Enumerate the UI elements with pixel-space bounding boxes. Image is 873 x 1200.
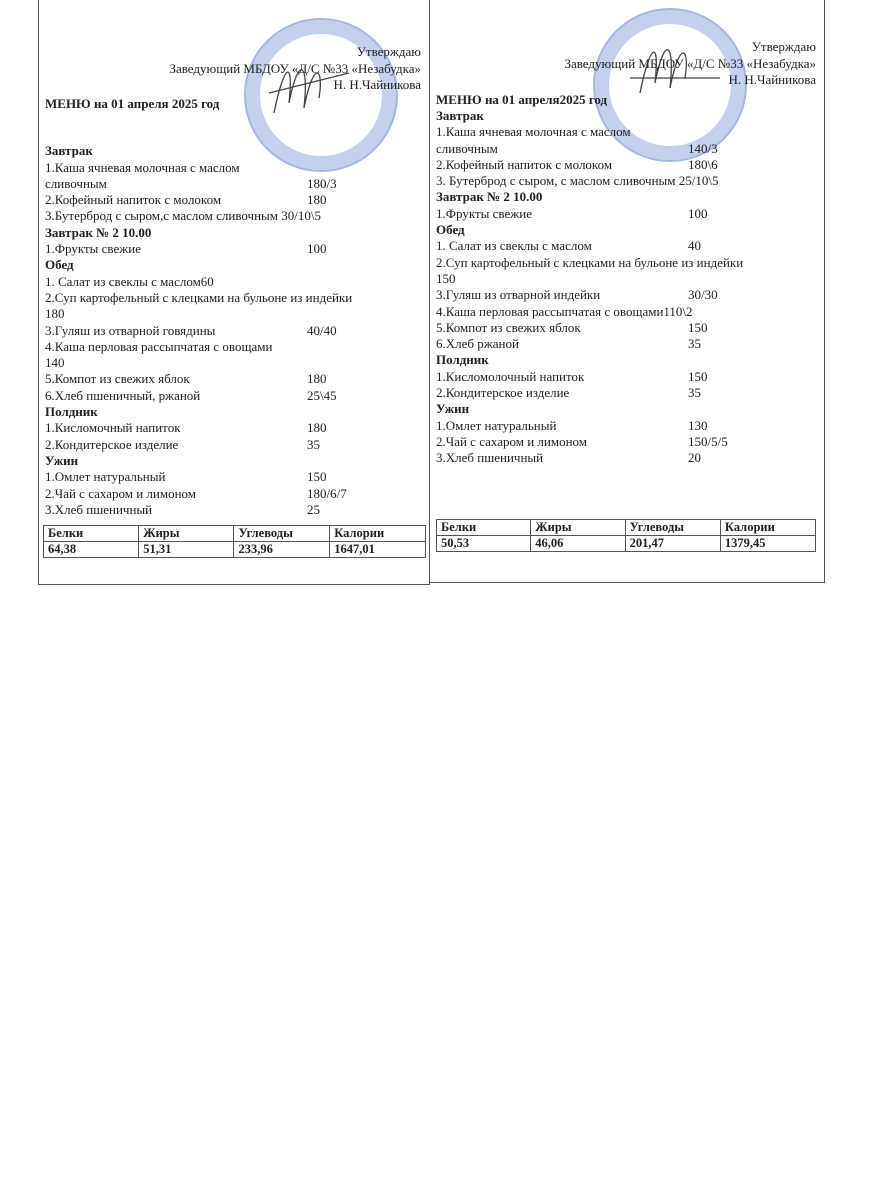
menu-item-name: 2.Суп картофельный с клецками на бульоне из индейки [45, 289, 353, 305]
menu-item-name: 1.Фрукты свежие [45, 241, 141, 257]
menu-item-name: 2.Кофейный напиток с молоком [436, 156, 613, 172]
menu-item-name: 3.Гуляш из отварной говядины [45, 322, 216, 338]
menu-item [436, 320, 820, 336]
menu-item-name: 3.Хлеб пшеничный [45, 501, 153, 517]
menu-item [45, 323, 425, 339]
meal-heading-text: Полдник [45, 404, 98, 420]
meal-heading-text: Ужин [45, 452, 79, 468]
menu-item-portion: 180\6 [688, 156, 718, 172]
menu-item-name: сливочным [45, 175, 107, 191]
menu-item-portion: 30/30 [688, 287, 718, 303]
nutrition-header: Жиры [531, 520, 625, 536]
menu-item [436, 271, 820, 287]
meal-heading [45, 225, 425, 241]
menu-item-portion: 20 [688, 450, 701, 466]
menu-item [45, 355, 425, 371]
menu-item-portion: 35 [688, 336, 701, 352]
meal-heading [45, 143, 425, 159]
menu-item-name: 140 [45, 355, 65, 371]
nutrition-value-row [44, 542, 426, 558]
menu-item [436, 124, 820, 140]
meal-heading-text: Завтрак [436, 108, 484, 123]
approver-position: Заведующий МБДОУ «Д/С №33 «Незабудка» [564, 55, 816, 71]
menu-item-name: 2.Чай с сахаром и лимоном [436, 433, 588, 449]
nutrition-value: 46,06 [531, 536, 625, 552]
menu-item [436, 434, 820, 450]
menu-item [45, 208, 425, 224]
nutrition-header-row [44, 526, 426, 542]
menu-item-name: 1.Фрукты свежие [436, 205, 532, 221]
menu-rows [45, 127, 425, 518]
menu-item-name: 180 [45, 306, 65, 322]
menu-item [45, 388, 425, 404]
menu-item-name: 1. Салат из свеклы с маслом [436, 238, 592, 254]
nutrition-value: 1647,01 [330, 542, 426, 558]
menu-rows [436, 108, 820, 467]
menu-item [436, 336, 820, 352]
menu-panel-right [429, 0, 825, 583]
menu-item-name: 1.Кисломолочный напиток [436, 368, 585, 384]
menu-item [436, 206, 820, 222]
menu-item-name: 3.Гуляш из отварной индейки [436, 287, 601, 303]
menu-item-name: 4.Каша перловая рассыпчатая с овощами110\2 [436, 303, 693, 319]
approve-label: Утверждаю [356, 44, 421, 59]
menu-item-portion: 25\45 [307, 387, 337, 403]
nutrition-value-row [437, 536, 816, 552]
menu-item [45, 274, 425, 290]
menu-item [436, 173, 820, 189]
menu-item-name: 2.Чай с сахаром и лимоном [45, 485, 197, 501]
menu-item [436, 287, 820, 303]
menu-item-name: 3. Бутерброд с сыром, с маслом сливочным 25/10\5 [436, 173, 719, 189]
menu-item [45, 371, 425, 387]
meal-heading [436, 222, 820, 238]
menu-item-portion: 25 [307, 501, 320, 517]
menu-item [45, 469, 425, 485]
nutrition-value: 1379,45 [720, 536, 815, 552]
nutrition-value: 201,47 [625, 536, 720, 552]
menu-item [45, 339, 425, 355]
menu-item-name: 1.Омлет натуральный [45, 469, 166, 485]
menu-item-name: 5.Компот из свежих яблок [45, 371, 190, 387]
meal-heading-text: Обед [45, 257, 74, 273]
menu-item-name: 5.Компот из свежих яблок [436, 319, 581, 335]
nutrition-header: Углеводы [234, 526, 330, 542]
menu-item-portion: 40/40 [307, 322, 337, 338]
menu-item-name: 1.Омлет натуральный [436, 417, 557, 433]
nutrition-table [43, 525, 426, 558]
menu-item-portion: 180/3 [307, 175, 337, 191]
menu-item [436, 385, 820, 401]
menu-item-name: 4.Каша перловая рассыпчатая с овощами [45, 338, 273, 354]
menu-item [45, 160, 425, 176]
nutrition-table [436, 519, 816, 552]
menu-item [436, 238, 820, 254]
menu-item-name: 3.Бутерброд с сыром,с маслом сливочным 30/10\5 [45, 208, 321, 224]
menu-item-portion: 180/6/7 [307, 485, 347, 501]
meal-heading [45, 404, 425, 420]
menu-item [45, 176, 425, 192]
nutrition-header: Калории [330, 526, 426, 542]
nutrition-header: Углеводы [625, 520, 720, 536]
menu-item-portion: 130 [688, 417, 708, 433]
menu-item-portion: 150 [688, 319, 708, 335]
meal-heading-text: Завтрак № 2 10.00 [45, 224, 152, 240]
nutrition-header-row [437, 520, 816, 536]
menu-item-name: 2.Кофейный напиток с молоком [45, 192, 222, 208]
nutrition-value: 51,31 [139, 542, 234, 558]
nutrition-header: Калории [720, 520, 815, 536]
menu-item-name: 150 [436, 270, 456, 286]
menu-item [436, 418, 820, 434]
menu-item-portion: 180 [307, 192, 327, 208]
meal-heading-text: Завтрак № 2 10.00 [436, 189, 543, 205]
menu-item [45, 127, 425, 143]
meal-heading [436, 108, 820, 124]
nutrition-header: Жиры [139, 526, 234, 542]
menu-item-name: 2.Кондитерское изделие [45, 436, 179, 452]
meal-heading [45, 453, 425, 469]
menu-item [436, 304, 820, 320]
approve-label: Утверждаю [751, 39, 816, 54]
meal-heading-text: Полдник [436, 352, 489, 368]
menu-item-portion: 35 [307, 436, 320, 452]
menu-item-portion: 150 [688, 368, 708, 384]
menu-item [436, 450, 820, 466]
menu-item [436, 369, 820, 385]
menu-item-portion: 150 [307, 469, 327, 485]
nutrition-value: 50,53 [437, 536, 531, 552]
menu-title: МЕНЮ на 01 апреля 2025 год [45, 96, 220, 111]
meal-heading-text: Ужин [436, 401, 470, 417]
meal-heading [45, 257, 425, 273]
menu-title: МЕНЮ на 01 апреля2025 год [436, 92, 608, 107]
menu-item [436, 255, 820, 271]
menu-item-portion: 180 [307, 420, 327, 436]
menu-item-portion: 100 [307, 241, 327, 257]
nutrition-value: 64,38 [44, 542, 139, 558]
menu-item-portion: 100 [688, 205, 708, 221]
menu-item-name: 6.Хлеб ржаной [436, 336, 519, 352]
menu-item [436, 157, 820, 173]
menu-item [436, 141, 820, 157]
menu-item [45, 437, 425, 453]
approval-block [169, 44, 421, 94]
menu-item-name: 6.Хлеб пшеничный, ржаной [45, 387, 201, 403]
menu-panel-left [38, 0, 430, 585]
approver-name: Н. Н.Чайникова [728, 72, 816, 87]
meal-heading-text: Завтрак [45, 143, 93, 159]
menu-item [45, 306, 425, 322]
nutrition-value: 233,96 [234, 542, 330, 558]
menu-item-name: сливочным [436, 140, 498, 156]
menu-item-portion: 35 [688, 385, 701, 401]
meal-heading [436, 401, 820, 417]
menu-item-portion: 150/5/5 [688, 433, 728, 449]
menu-item-name: 1.Каша ячневая молочная с маслом [45, 159, 240, 175]
menu-item [45, 290, 425, 306]
menu-item [45, 486, 425, 502]
menu-item-name: 1. Салат из свеклы с маслом60 [45, 273, 214, 289]
meal-heading-text: Обед [436, 222, 465, 238]
menu-item-name: 1.Каша ячневая молочная с маслом [436, 124, 631, 140]
meal-heading [436, 189, 820, 205]
menu-item [45, 420, 425, 436]
menu-item-portion: 40 [688, 238, 701, 254]
nutrition-header: Белки [437, 520, 531, 536]
approver-name: Н. Н.Чайникова [333, 77, 421, 92]
menu-item [45, 241, 425, 257]
approver-position: Заведующий МБДОУ «Д/С №33 «Незабудка» [169, 60, 421, 76]
menu-item [45, 192, 425, 208]
menu-item-name: 1.Кисломочный напиток [45, 420, 181, 436]
menu-item-portion: 180 [307, 371, 327, 387]
menu-item-name: 2.Суп картофельный с клецками на бульоне из индейки [436, 254, 744, 270]
menu-item-portion: 140/3 [688, 140, 718, 156]
approval-block [564, 39, 816, 89]
menu-item-name: 2.Кондитерское изделие [436, 385, 570, 401]
menu-item [45, 502, 425, 518]
meal-heading [436, 352, 820, 368]
menu-item-name: 3.Хлеб пшеничный [436, 450, 544, 466]
nutrition-header: Белки [44, 526, 139, 542]
